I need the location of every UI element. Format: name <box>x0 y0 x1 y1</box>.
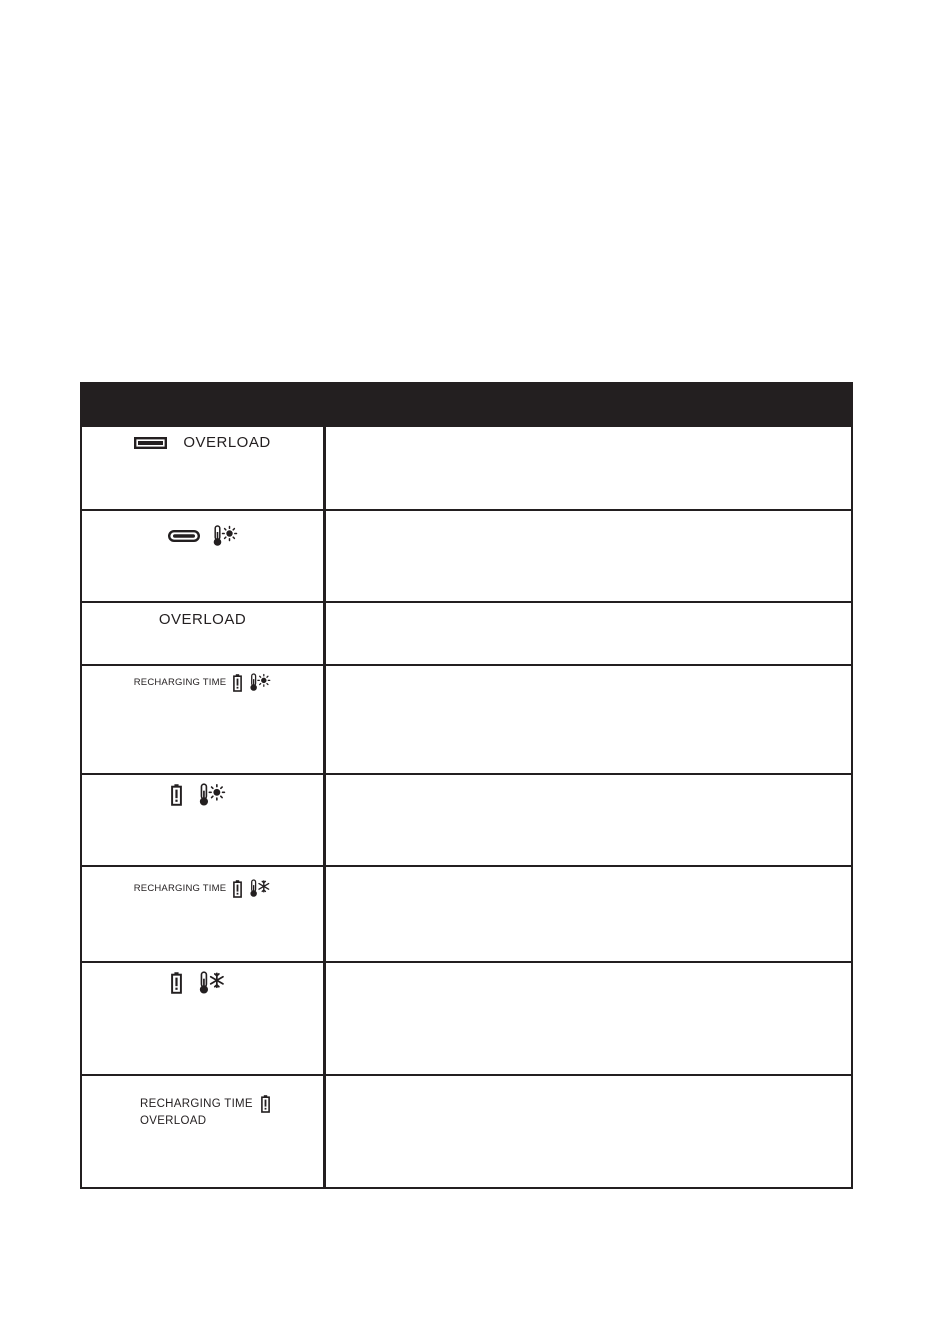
table-row <box>82 1074 851 1187</box>
usb-a-port-icon <box>134 437 167 449</box>
thermometer-cold-icon <box>198 971 226 995</box>
table-row <box>82 601 851 664</box>
indicator-cell <box>82 867 326 961</box>
description-cell <box>326 427 851 509</box>
indicator-cell <box>82 963 326 1074</box>
indicator-cell <box>82 1076 326 1187</box>
indicator-group <box>82 611 323 628</box>
description-cell <box>326 666 851 773</box>
description-cell <box>326 963 851 1074</box>
thermometer-hot-icon <box>249 673 271 692</box>
thermometer-cold-icon <box>249 879 271 898</box>
indicator-group <box>82 434 323 451</box>
table-header <box>82 384 851 427</box>
indicator-cell <box>82 511 326 601</box>
indicator-label: RECHARGING TIME <box>133 883 227 894</box>
thermometer-hot-icon <box>198 783 226 807</box>
header-indicator-column <box>82 384 326 427</box>
indicator-cell <box>82 666 326 773</box>
indicator-group <box>140 1095 323 1127</box>
indicator-group <box>82 525 323 547</box>
error-indicator-table <box>80 382 853 1189</box>
battery-warning-icon <box>233 674 242 692</box>
usb-c-port-icon <box>168 530 200 542</box>
header-description-column <box>326 384 851 427</box>
table-row <box>82 773 851 865</box>
battery-warning-icon <box>233 880 242 898</box>
indicator-label: RECHARGING TIME <box>133 677 227 688</box>
indicator-group <box>82 879 323 898</box>
indicator-cell <box>82 427 326 509</box>
indicator-group <box>74 783 323 807</box>
battery-warning-icon <box>171 784 182 806</box>
description-cell <box>326 775 851 865</box>
indicator-label: OVERLOAD <box>183 434 271 451</box>
description-cell <box>326 867 851 961</box>
indicator-cell <box>82 775 326 865</box>
indicator-group <box>74 971 323 995</box>
description-cell <box>326 1076 851 1187</box>
table-row <box>82 961 851 1074</box>
indicator-group <box>82 673 323 692</box>
indicator-label: OVERLOAD <box>158 611 247 628</box>
table-row <box>82 664 851 773</box>
indicator-line <box>140 1095 270 1113</box>
description-cell <box>326 511 851 601</box>
table-row <box>82 509 851 601</box>
battery-warning-icon <box>171 972 182 994</box>
description-cell <box>326 603 851 664</box>
indicator-label: RECHARGING TIME <box>140 1098 253 1110</box>
battery-warning-icon <box>261 1095 270 1113</box>
indicator-cell <box>82 603 326 664</box>
table-row <box>82 865 851 961</box>
table-row <box>82 427 851 509</box>
thermometer-hot-icon <box>212 525 238 547</box>
indicator-label-line2: OVERLOAD <box>140 1115 207 1127</box>
